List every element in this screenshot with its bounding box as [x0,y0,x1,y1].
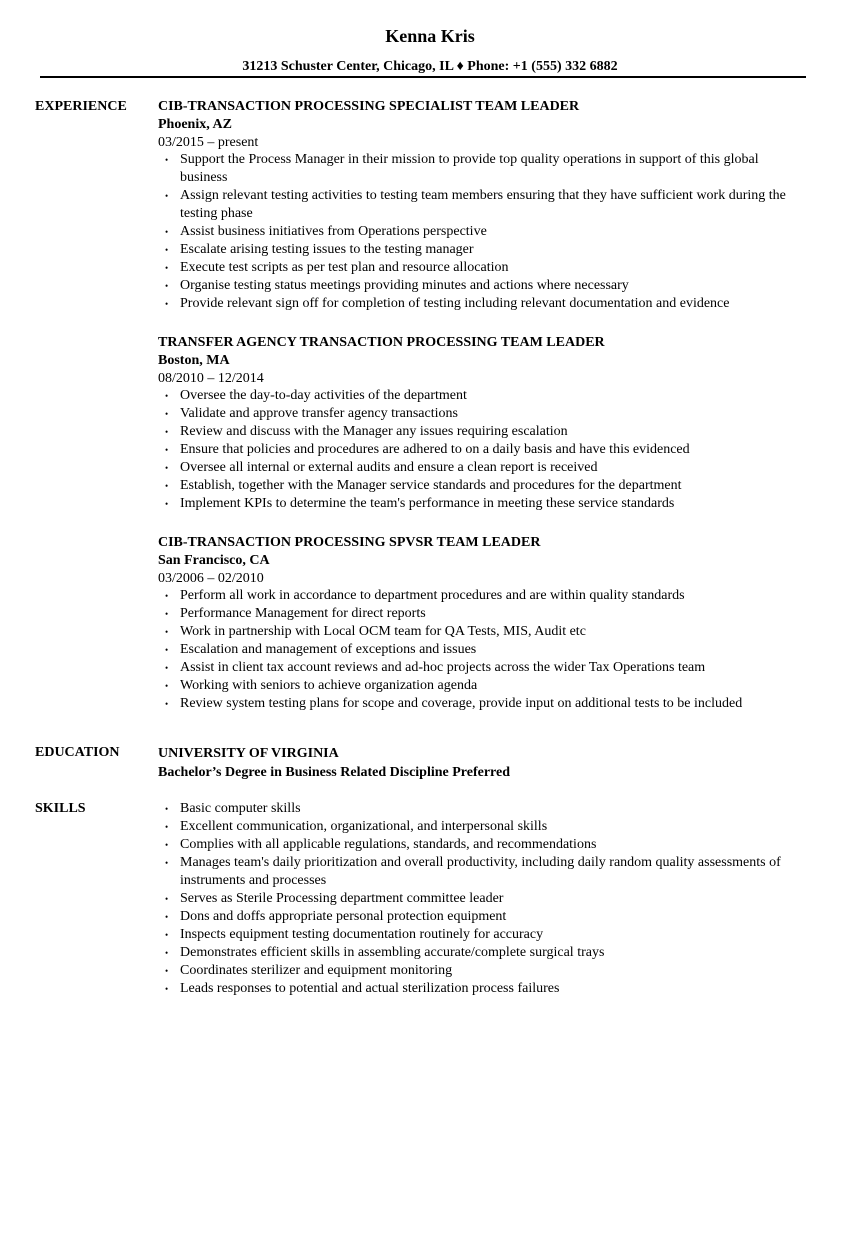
job-entry [158,98,806,313]
bullet-text: Escalate arising testing issues to the testing manager [180,242,474,257]
skill-text: Manages team's daily prioritization and overall productivity, including daily random quality assessments of instruments and processes [180,855,781,888]
bullet-icon: • [165,445,169,455]
skills-body [158,800,806,998]
bullet-icon: • [165,840,169,850]
bullet-text: Escalation and management of exceptions and issues [180,642,477,657]
list-item [158,677,806,695]
bullet-icon: • [165,627,169,637]
bullet-text: Validate and approve transfer agency transactions [180,406,458,421]
list-item [158,836,806,854]
job-bullets [158,387,806,513]
skill-text: Inspects equipment testing documentation routinely for accuracy [180,927,544,942]
bullet-icon: • [165,409,169,419]
bullet-icon: • [165,191,169,201]
job-dates: 03/2015 – present [158,135,259,150]
bullet-text: Execute test scripts as per test plan and resource allocation [180,260,509,275]
list-item [158,944,806,962]
bullet-text: Performance Management for direct reports [180,606,426,621]
header-divider [40,76,806,78]
list-item [158,587,806,605]
section-label-skills: SKILLS [35,801,86,816]
list-item [158,605,806,623]
list-item [158,800,806,818]
list-item [158,818,806,836]
job-title: CIB-TRANSACTION PROCESSING SPECIALIST TEAM LEADER [158,99,580,114]
bullet-icon: • [165,984,169,994]
list-item [158,962,806,980]
skill-text: Demonstrates efficient skills in assembling accurate/complete surgical trays [180,945,605,960]
bullet-icon: • [165,463,169,473]
bullet-icon: • [165,245,169,255]
bullet-icon: • [165,155,169,165]
job-entry [158,534,806,713]
bullet-icon: • [165,681,169,691]
bullet-text: Oversee all internal or external audits and ensure a clean report is received [180,460,598,475]
skill-text: Complies with all applicable regulations, standards, and recommendations [180,837,597,852]
bullet-icon: • [165,299,169,309]
bullet-icon: • [165,499,169,509]
bullet-icon: • [165,663,169,673]
bullet-text: Perform all work in accordance to department procedures and are within quality standards [180,588,685,603]
bullet-text: Assist business initiatives from Operations perspective [180,224,487,239]
bullet-text: Oversee the day-to-day activities of the department [180,388,467,403]
experience-body [158,98,806,713]
bullet-icon: • [165,912,169,922]
list-item [158,423,806,441]
bullet-text: Ensure that policies and procedures are adhered to on a daily basis and have this evidenced [180,442,690,457]
list-item [158,495,806,513]
list-item [158,926,806,944]
list-item [158,441,806,459]
list-item [158,890,806,908]
bullet-icon: • [165,858,169,868]
job-bullets [158,151,806,313]
bullet-text: Review and discuss with the Manager any issues requiring escalation [180,424,568,439]
skill-text: Coordinates sterilizer and equipment monitoring [180,963,453,978]
skill-text: Basic computer skills [180,801,301,816]
list-item [158,387,806,405]
list-item [158,151,806,187]
list-item [158,854,806,890]
job-entry [158,334,806,513]
list-item [158,641,806,659]
bullet-text: Implement KPIs to determine the team's performance in meeting these service standards [180,496,675,511]
bullet-icon: • [165,645,169,655]
bullet-text: Working with seniors to achieve organization agenda [180,678,478,693]
job-title: CIB-TRANSACTION PROCESSING SPVSR TEAM LEADER [158,535,541,550]
list-item [158,980,806,998]
bullet-text: Support the Process Manager in their mission to provide top quality operations in support of this global business [180,152,759,185]
bullet-icon: • [165,948,169,958]
bullet-icon: • [165,281,169,291]
skill-text: Dons and doffs appropriate personal protection equipment [180,909,507,924]
list-item [158,908,806,926]
list-item [158,477,806,495]
job-location: Boston, MA [158,353,230,368]
list-item [158,241,806,259]
bullet-icon: • [165,894,169,904]
job-dates: 03/2006 – 02/2010 [158,571,264,586]
bullet-text: Assign relevant testing activities to testing team members ensuring that they have sufficient work during the testing phase [180,188,786,221]
candidate-name: Kenna Kris [385,26,475,46]
skill-text: Excellent communication, organizational, and interpersonal skills [180,819,548,834]
job-title: TRANSFER AGENCY TRANSACTION PROCESSING TEAM LEADER [158,335,605,350]
school-name: UNIVERSITY OF VIRGINIA [158,746,339,761]
job-location: San Francisco, CA [158,553,270,568]
bullet-text: Provide relevant sign off for completion of testing including relevant documentation and evidence [180,296,730,311]
education-body [158,744,806,782]
job-location: Phoenix, AZ [158,117,232,132]
bullet-icon: • [165,427,169,437]
job-bullets [158,587,806,713]
job-dates: 08/2010 – 12/2014 [158,371,264,386]
degree: Bachelor’s Degree in Business Related Discipline Preferred [158,765,511,780]
bullet-icon: • [165,591,169,601]
list-item [158,459,806,477]
list-item [158,659,806,677]
list-item [158,259,806,277]
bullet-text: Review system testing plans for scope and coverage, provide input on additional tests to be included [180,696,743,711]
contact-line: 31213 Schuster Center, Chicago, IL ♦ Phone: +1 (555) 332 6882 [242,59,618,74]
bullet-icon: • [165,391,169,401]
bullet-text: Establish, together with the Manager service standards and procedures for the department [180,478,682,493]
bullet-text: Work in partnership with Local OCM team for QA Tests, MIS, Audit etc [180,624,586,639]
section-label-experience: EXPERIENCE [35,99,127,114]
skill-text: Leads responses to potential and actual sterilization process failures [180,981,560,996]
bullet-icon: • [165,263,169,273]
bullet-text: Assist in client tax account reviews and ad-hoc projects across the wider Tax Operations team [180,660,706,675]
list-item [158,695,806,713]
bullet-icon: • [165,609,169,619]
list-item [158,623,806,641]
bullet-icon: • [165,227,169,237]
list-item [158,223,806,241]
bullet-icon: • [165,930,169,940]
list-item [158,187,806,223]
section-label-education: EDUCATION [35,745,120,760]
bullet-icon: • [165,481,169,491]
list-item [158,277,806,295]
bullet-icon: • [165,822,169,832]
bullet-text: Organise testing status meetings providing minutes and actions where necessary [180,278,629,293]
skill-text: Serves as Sterile Processing department committee leader [180,891,504,906]
bullet-icon: • [165,804,169,814]
bullet-icon: • [165,699,169,709]
bullet-icon: • [165,966,169,976]
skills-list [158,800,806,998]
list-item [158,295,806,313]
list-item [158,405,806,423]
